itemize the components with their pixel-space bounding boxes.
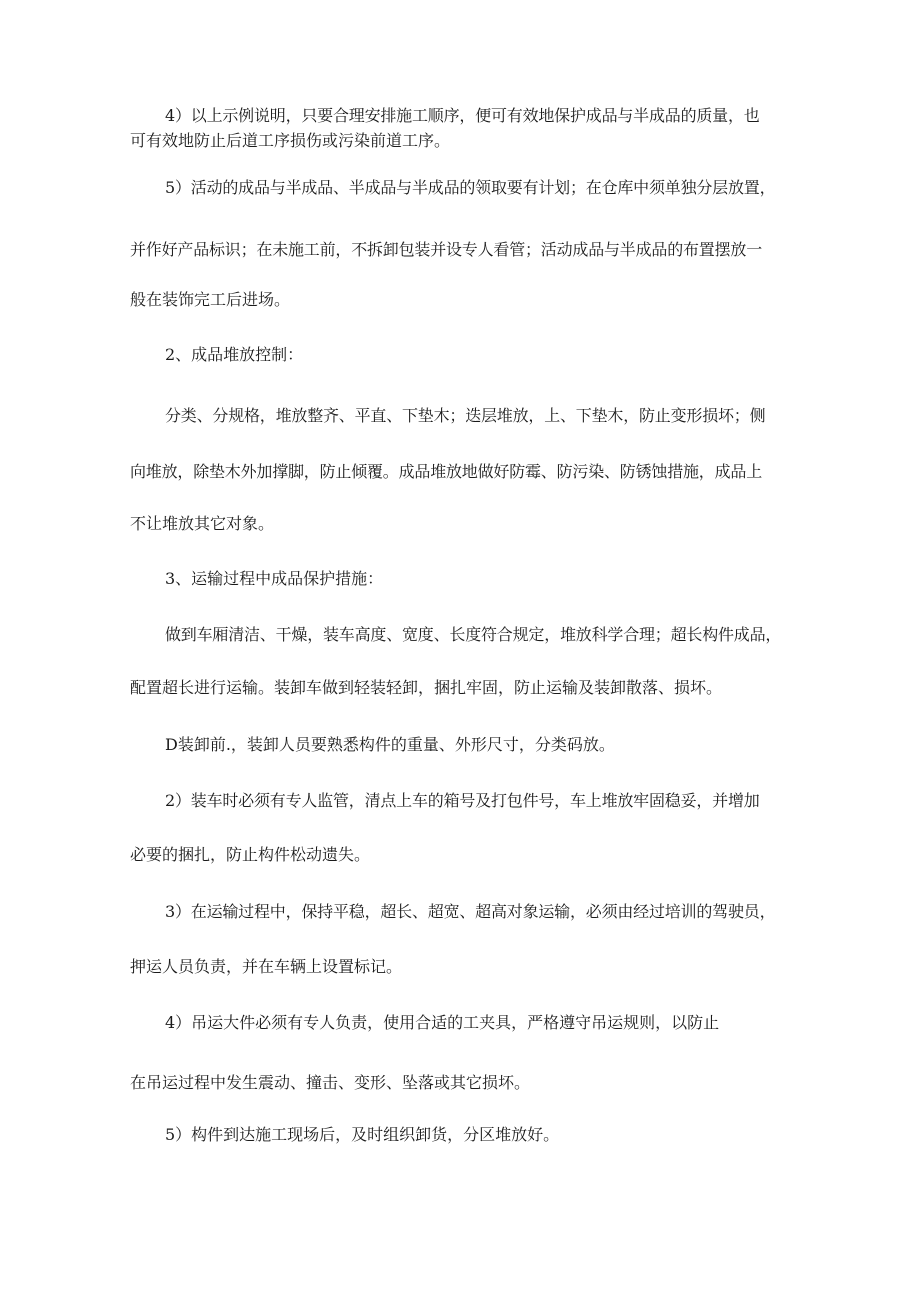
paragraph-line: 可有效地防止后道工序损伤或污染前道工序。 (130, 131, 451, 150)
paragraph-line: 3）在运输过程中，保持平稳，超长、超宽、超高对象运输，必须由经过培训的驾驶员， (165, 902, 776, 921)
paragraph-line: 4）吊运大件必须有专人负责，使用合适的工夹具，严格遵守吊运规则，以防止 (165, 1013, 720, 1032)
section-heading: 2、成品堆放控制： (165, 345, 304, 364)
paragraph-line: 押运人员负责，并在车辆上设置标记。 (130, 957, 403, 976)
paragraph-line: 分类、分规格，堆放整齐、平直、下垫木；迭层堆放，上、下垫木，防止变形损坏；侧 (165, 406, 766, 425)
paragraph-line: 不让堆放其它对象。 (130, 514, 275, 533)
paragraph-line: 在吊运过程中发生震动、撞击、变形、坠落或其它损坏。 (130, 1073, 531, 1092)
paragraph-line: 配置超长进行运输。装卸车做到轻装轻卸，捆扎牢固，防止运输及装卸散落、损坏。 (130, 678, 723, 697)
paragraph-line: 5）构件到达施工现场后，及时组织卸货，分区堆放好。 (165, 1125, 560, 1144)
section-heading: 3、运输过程中成品保护措施： (165, 569, 384, 588)
paragraph-line: 5）活动的成品与半成品、半成品与半成品的领取要有计划；在仓库中须单独分层放置， (165, 178, 776, 197)
paragraph-line: 并作好产品标识；在未施工前，不拆卸包装并设专人看管；活动成品与半成品的布置摆放一 (130, 240, 763, 259)
paragraph-line: 必要的捆扎，防止构件松动遗失。 (130, 845, 371, 864)
paragraph-line: 2）装车时必须有专人监管，清点上车的箱号及打包件号，车上堆放牢固稳妥，并增加 (165, 791, 760, 810)
paragraph-line: D装卸前.，装卸人员要熟悉构件的重量、外形尺寸，分类码放。 (165, 735, 615, 754)
paragraph-line: 向堆放，除垫木外加撑脚，防止倾覆。成品堆放地做好防霉、防污染、防锈蚀措施，成品上 (130, 462, 763, 481)
paragraph-line: 4）以上示例说明，只要合理安排施工顺序，便可有效地保护成品与半成品的质量，也 (165, 106, 760, 125)
paragraph-line: 做到车厢清洁、干燥，装车高度、宽度、长度符合规定，堆放科学合理；超长构件成品， (165, 625, 782, 644)
paragraph-line: 般在装饰完工后进场。 (130, 290, 291, 309)
